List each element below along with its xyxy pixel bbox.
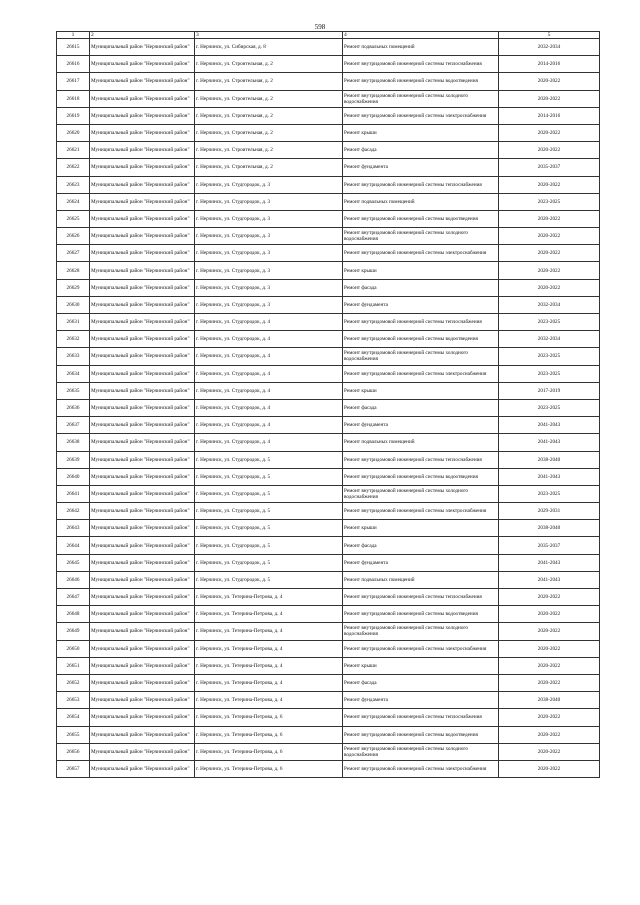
row-number-cell: 26655 bbox=[57, 726, 90, 743]
address-cell: г. Нерчинск, ул. Строительная, д. 2 bbox=[195, 159, 343, 176]
row-number-cell: 26626 bbox=[57, 228, 90, 245]
municipality-cell: Муниципальный район "Нерчинский район" bbox=[90, 451, 195, 468]
municipality-cell: Муниципальный район "Нерчинский район" bbox=[90, 485, 195, 502]
table-row bbox=[57, 434, 600, 451]
row-number-cell: 26633 bbox=[57, 348, 90, 365]
row-number-cell: 26627 bbox=[57, 245, 90, 262]
municipality-cell: Муниципальный район "Нерчинский район" bbox=[90, 726, 195, 743]
row-number-cell: 26619 bbox=[57, 107, 90, 124]
work-type-cell: Ремонт внутридомовой инженерной системы водоотведения bbox=[343, 726, 499, 743]
table-row bbox=[57, 485, 600, 502]
period-cell: 2020-2022 bbox=[499, 142, 600, 159]
table-row bbox=[57, 124, 600, 141]
municipality-cell: Муниципальный район "Нерчинский район" bbox=[90, 90, 195, 107]
period-cell: 2020-2022 bbox=[499, 640, 600, 657]
work-type-cell: Ремонт внутридомовой инженерной системы водоотведения bbox=[343, 468, 499, 485]
municipality-cell: Муниципальный район "Нерчинский район" bbox=[90, 39, 195, 56]
table-row bbox=[57, 537, 600, 554]
period-cell: 2020-2022 bbox=[499, 245, 600, 262]
period-cell: 2041-2043 bbox=[499, 571, 600, 588]
address-cell: г. Нерчинск, ул. Студгородок, д. 3 bbox=[195, 228, 343, 245]
period-cell: 2020-2022 bbox=[499, 760, 600, 777]
work-type-cell: Ремонт внутридомовой инженерной системы теплоснабжения bbox=[343, 56, 499, 73]
municipality-cell: Муниципальный район "Нерчинский район" bbox=[90, 606, 195, 623]
period-cell: 2023-2025 bbox=[499, 365, 600, 382]
address-cell: г. Нерчинск, ул. Студгородок, д. 3 bbox=[195, 245, 343, 262]
row-number-cell: 26629 bbox=[57, 279, 90, 296]
municipality-cell: Муниципальный район "Нерчинский район" bbox=[90, 692, 195, 709]
period-cell: 2020-2022 bbox=[499, 279, 600, 296]
address-cell: г. Нерчинск, ул. Тетерина-Петрова, д. 4 bbox=[195, 589, 343, 606]
period-cell: 2023-2025 bbox=[499, 314, 600, 331]
address-cell: г. Нерчинск, ул. Тетерина-Петрова, д. 6 bbox=[195, 760, 343, 777]
table-row bbox=[57, 39, 600, 56]
municipality-cell: Муниципальный район "Нерчинский район" bbox=[90, 314, 195, 331]
address-cell: г. Нерчинск, ул. Тетерина-Петрова, д. 4 bbox=[195, 640, 343, 657]
address-cell: г. Нерчинск, ул. Студгородок, д. 5 bbox=[195, 485, 343, 502]
table-row bbox=[57, 176, 600, 193]
address-cell: г. Нерчинск, ул. Строительная, д. 2 bbox=[195, 56, 343, 73]
row-number-cell: 26622 bbox=[57, 159, 90, 176]
work-type-cell: Ремонт внутридомовой инженерной системы теплоснабжения bbox=[343, 314, 499, 331]
column-header-1: 1 bbox=[57, 32, 90, 39]
municipality-cell: Муниципальный район "Нерчинский район" bbox=[90, 640, 195, 657]
period-cell: 2023-2025 bbox=[499, 348, 600, 365]
work-type-cell: Ремонт крыши bbox=[343, 262, 499, 279]
municipality-cell: Муниципальный район "Нерчинский район" bbox=[90, 210, 195, 227]
period-cell: 2020-2022 bbox=[499, 228, 600, 245]
column-header-4: 4 bbox=[343, 32, 499, 39]
address-cell: г. Нерчинск, ул. Строительная, д. 2 bbox=[195, 124, 343, 141]
period-cell: 2017-2019 bbox=[499, 382, 600, 399]
table-row bbox=[57, 451, 600, 468]
municipality-cell: Муниципальный район "Нерчинский район" bbox=[90, 623, 195, 640]
period-cell: 2035-2037 bbox=[499, 537, 600, 554]
period-cell: 2020-2022 bbox=[499, 90, 600, 107]
work-type-cell: Ремонт внутридомовой инженерной системы водоотведения bbox=[343, 606, 499, 623]
work-type-cell: Ремонт внутридомовой инженерной системы холодного водоснабжения bbox=[343, 485, 499, 502]
municipality-cell: Муниципальный район "Нерчинский район" bbox=[90, 331, 195, 348]
work-type-cell: Ремонт фасада bbox=[343, 142, 499, 159]
table-row bbox=[57, 296, 600, 313]
address-cell: г. Нерчинск, ул. Студгородок, д. 4 bbox=[195, 365, 343, 382]
address-cell: г. Нерчинск, ул. Строительная, д. 2 bbox=[195, 142, 343, 159]
work-type-cell: Ремонт крыши bbox=[343, 657, 499, 674]
row-number-cell: 26635 bbox=[57, 382, 90, 399]
table-row bbox=[57, 279, 600, 296]
column-header-3: 3 bbox=[195, 32, 343, 39]
row-number-cell: 26623 bbox=[57, 176, 90, 193]
work-type-cell: Ремонт внутридомовой инженерной системы теплоснабжения bbox=[343, 451, 499, 468]
work-type-cell: Ремонт внутридомовой инженерной системы теплоснабжения bbox=[343, 709, 499, 726]
row-number-cell: 26656 bbox=[57, 743, 90, 760]
table-body bbox=[57, 39, 600, 778]
municipality-cell: Муниципальный район "Нерчинский район" bbox=[90, 743, 195, 760]
work-type-cell: Ремонт крыши bbox=[343, 382, 499, 399]
row-number-cell: 26636 bbox=[57, 399, 90, 416]
work-type-cell: Ремонт фундамента bbox=[343, 692, 499, 709]
table-row bbox=[57, 571, 600, 588]
table-row bbox=[57, 468, 600, 485]
page-number: 598 bbox=[314, 23, 326, 31]
address-cell: г. Нерчинск, ул. Студгородок, д. 5 bbox=[195, 554, 343, 571]
row-number-cell: 26645 bbox=[57, 554, 90, 571]
row-number-cell: 26631 bbox=[57, 314, 90, 331]
row-number-cell: 26624 bbox=[57, 193, 90, 210]
table-row bbox=[57, 73, 600, 90]
table-row bbox=[57, 640, 600, 657]
row-number-cell: 26637 bbox=[57, 417, 90, 434]
table-row bbox=[57, 692, 600, 709]
address-cell: г. Нерчинск, ул. Студгородок, д. 3 bbox=[195, 262, 343, 279]
period-cell: 2032-2034 bbox=[499, 39, 600, 56]
municipality-cell: Муниципальный район "Нерчинский район" bbox=[90, 760, 195, 777]
period-cell: 2041-2043 bbox=[499, 554, 600, 571]
municipality-cell: Муниципальный район "Нерчинский район" bbox=[90, 399, 195, 416]
address-cell: г. Нерчинск, ул. Студгородок, д. 4 bbox=[195, 417, 343, 434]
period-cell: 2014-2016 bbox=[499, 56, 600, 73]
address-cell: г. Нерчинск, ул. Тетерина-Петрова, д. 4 bbox=[195, 692, 343, 709]
period-cell: 2020-2022 bbox=[499, 674, 600, 691]
period-cell: 2041-2043 bbox=[499, 468, 600, 485]
table-row bbox=[57, 228, 600, 245]
table-row bbox=[57, 726, 600, 743]
period-cell: 2020-2022 bbox=[499, 124, 600, 141]
row-number-cell: 26650 bbox=[57, 640, 90, 657]
row-number-cell: 26638 bbox=[57, 434, 90, 451]
address-cell: г. Нерчинск, ул. Студгородок, д. 5 bbox=[195, 468, 343, 485]
table-row bbox=[57, 382, 600, 399]
municipality-cell: Муниципальный район "Нерчинский район" bbox=[90, 142, 195, 159]
municipality-cell: Муниципальный район "Нерчинский район" bbox=[90, 124, 195, 141]
address-cell: г. Нерчинск, ул. Тетерина-Петрова, д. 6 bbox=[195, 709, 343, 726]
table-row bbox=[57, 210, 600, 227]
period-cell: 2020-2022 bbox=[499, 623, 600, 640]
address-cell: г. Нерчинск, ул. Строительная, д. 2 bbox=[195, 90, 343, 107]
municipality-cell: Муниципальный район "Нерчинский район" bbox=[90, 382, 195, 399]
table-row bbox=[57, 760, 600, 777]
address-cell: г. Нерчинск, ул. Студгородок, д. 5 bbox=[195, 503, 343, 520]
address-cell: г. Нерчинск, ул. Сибирская, д. 8 bbox=[195, 39, 343, 56]
address-cell: г. Нерчинск, ул. Студгородок, д. 3 bbox=[195, 279, 343, 296]
address-cell: г. Нерчинск, ул. Тетерина-Петрова, д. 4 bbox=[195, 674, 343, 691]
municipality-cell: Муниципальный район "Нерчинский район" bbox=[90, 107, 195, 124]
address-cell: г. Нерчинск, ул. Строительная, д. 2 bbox=[195, 107, 343, 124]
municipality-cell: Муниципальный район "Нерчинский район" bbox=[90, 434, 195, 451]
work-type-cell: Ремонт фасада bbox=[343, 674, 499, 691]
work-type-cell: Ремонт внутридомовой инженерной системы электроснабжения bbox=[343, 503, 499, 520]
row-number-cell: 26628 bbox=[57, 262, 90, 279]
work-type-cell: Ремонт внутридомовой инженерной системы электроснабжения bbox=[343, 640, 499, 657]
row-number-cell: 26646 bbox=[57, 571, 90, 588]
municipality-cell: Муниципальный район "Нерчинский район" bbox=[90, 193, 195, 210]
period-cell: 2020-2022 bbox=[499, 176, 600, 193]
work-type-cell: Ремонт подвальных помещений bbox=[343, 193, 499, 210]
work-type-cell: Ремонт подвальных помещений bbox=[343, 39, 499, 56]
row-number-cell: 26641 bbox=[57, 485, 90, 502]
table-row bbox=[57, 159, 600, 176]
period-cell: 2023-2025 bbox=[499, 193, 600, 210]
municipality-cell: Муниципальный район "Нерчинский район" bbox=[90, 709, 195, 726]
address-cell: г. Нерчинск, ул. Студгородок, д. 4 bbox=[195, 399, 343, 416]
period-cell: 2038-2040 bbox=[499, 520, 600, 537]
municipality-cell: Муниципальный район "Нерчинский район" bbox=[90, 159, 195, 176]
work-type-cell: Ремонт внутридомовой инженерной системы холодного водоснабжения bbox=[343, 90, 499, 107]
municipality-cell: Муниципальный район "Нерчинский район" bbox=[90, 245, 195, 262]
work-type-cell: Ремонт крыши bbox=[343, 124, 499, 141]
work-type-cell: Ремонт фундамента bbox=[343, 159, 499, 176]
municipality-cell: Муниципальный район "Нерчинский район" bbox=[90, 537, 195, 554]
table-row bbox=[57, 331, 600, 348]
row-number-cell: 26654 bbox=[57, 709, 90, 726]
table-row bbox=[57, 554, 600, 571]
municipality-cell: Муниципальный район "Нерчинский район" bbox=[90, 657, 195, 674]
row-number-cell: 26620 bbox=[57, 124, 90, 141]
municipality-cell: Муниципальный район "Нерчинский район" bbox=[90, 589, 195, 606]
row-number-cell: 26657 bbox=[57, 760, 90, 777]
address-cell: г. Нерчинск, ул. Студгородок, д. 4 bbox=[195, 314, 343, 331]
period-cell: 2020-2022 bbox=[499, 743, 600, 760]
work-type-cell: Ремонт крыши bbox=[343, 520, 499, 537]
work-type-cell: Ремонт внутридомовой инженерной системы водоотведения bbox=[343, 210, 499, 227]
table-row bbox=[57, 193, 600, 210]
address-cell: г. Нерчинск, ул. Тетерина-Петрова, д. 4 bbox=[195, 606, 343, 623]
row-number-cell: 26640 bbox=[57, 468, 90, 485]
municipality-cell: Муниципальный район "Нерчинский район" bbox=[90, 365, 195, 382]
work-type-cell: Ремонт внутридомовой инженерной системы холодного водоснабжения bbox=[343, 743, 499, 760]
period-cell: 2038-2040 bbox=[499, 451, 600, 468]
municipality-cell: Муниципальный район "Нерчинский район" bbox=[90, 554, 195, 571]
address-cell: г. Нерчинск, ул. Тетерина-Петрова, д. 4 bbox=[195, 623, 343, 640]
period-cell: 2020-2022 bbox=[499, 657, 600, 674]
work-type-cell: Ремонт внутридомовой инженерной системы холодного водоснабжения bbox=[343, 228, 499, 245]
municipality-cell: Муниципальный район "Нерчинский район" bbox=[90, 228, 195, 245]
row-number-cell: 26615 bbox=[57, 39, 90, 56]
municipality-cell: Муниципальный район "Нерчинский район" bbox=[90, 571, 195, 588]
row-number-cell: 26643 bbox=[57, 520, 90, 537]
address-cell: г. Нерчинск, ул. Студгородок, д. 4 bbox=[195, 348, 343, 365]
table-header-row bbox=[57, 32, 600, 39]
period-cell: 2020-2022 bbox=[499, 73, 600, 90]
table-row bbox=[57, 657, 600, 674]
address-cell: г. Нерчинск, ул. Тетерина-Петрова, д. 4 bbox=[195, 657, 343, 674]
period-cell: 2041-2043 bbox=[499, 417, 600, 434]
row-number-cell: 26647 bbox=[57, 589, 90, 606]
period-cell: 2020-2022 bbox=[499, 606, 600, 623]
period-cell: 2023-2025 bbox=[499, 399, 600, 416]
period-cell: 2041-2043 bbox=[499, 434, 600, 451]
municipality-cell: Муниципальный район "Нерчинский район" bbox=[90, 296, 195, 313]
address-cell: г. Нерчинск, ул. Тетерина-Петрова, д. 6 bbox=[195, 743, 343, 760]
row-number-cell: 26649 bbox=[57, 623, 90, 640]
work-type-cell: Ремонт внутридомовой инженерной системы теплоснабжения bbox=[343, 589, 499, 606]
address-cell: г. Нерчинск, ул. Студгородок, д. 5 bbox=[195, 451, 343, 468]
address-cell: г. Нерчинск, ул. Тетерина-Петрова, д. 6 bbox=[195, 726, 343, 743]
work-type-cell: Ремонт фундамента bbox=[343, 296, 499, 313]
period-cell: 2014-2016 bbox=[499, 107, 600, 124]
address-cell: г. Нерчинск, ул. Студгородок, д. 3 bbox=[195, 193, 343, 210]
row-number-cell: 26648 bbox=[57, 606, 90, 623]
work-type-cell: Ремонт внутридомовой инженерной системы теплоснабжения bbox=[343, 176, 499, 193]
row-number-cell: 26618 bbox=[57, 90, 90, 107]
work-type-cell: Ремонт внутридомовой инженерной системы электроснабжения bbox=[343, 245, 499, 262]
table-row bbox=[57, 262, 600, 279]
work-type-cell: Ремонт внутридомовой инженерной системы водоотведения bbox=[343, 331, 499, 348]
row-number-cell: 26616 bbox=[57, 56, 90, 73]
table-row bbox=[57, 142, 600, 159]
address-cell: г. Нерчинск, ул. Студгородок, д. 3 bbox=[195, 176, 343, 193]
row-number-cell: 26621 bbox=[57, 142, 90, 159]
period-cell: 2029-2031 bbox=[499, 503, 600, 520]
period-cell: 2023-2025 bbox=[499, 485, 600, 502]
row-number-cell: 26617 bbox=[57, 73, 90, 90]
work-type-cell: Ремонт подвальных помещений bbox=[343, 571, 499, 588]
municipality-cell: Муниципальный район "Нерчинский район" bbox=[90, 503, 195, 520]
work-type-cell: Ремонт внутридомовой инженерной системы холодного водоснабжения bbox=[343, 348, 499, 365]
row-number-cell: 26651 bbox=[57, 657, 90, 674]
address-cell: г. Нерчинск, ул. Студгородок, д. 3 bbox=[195, 210, 343, 227]
period-cell: 2035-2037 bbox=[499, 159, 600, 176]
address-cell: г. Нерчинск, ул. Студгородок, д. 4 bbox=[195, 434, 343, 451]
municipality-cell: Муниципальный район "Нерчинский район" bbox=[90, 56, 195, 73]
address-cell: г. Нерчинск, ул. Студгородок, д. 4 bbox=[195, 382, 343, 399]
work-type-cell: Ремонт фасада bbox=[343, 537, 499, 554]
table-row bbox=[57, 417, 600, 434]
table-row bbox=[57, 503, 600, 520]
municipality-cell: Муниципальный район "Нерчинский район" bbox=[90, 73, 195, 90]
work-type-cell: Ремонт внутридомовой инженерной системы водоотведения bbox=[343, 73, 499, 90]
capital-repair-table bbox=[56, 31, 600, 778]
row-number-cell: 26642 bbox=[57, 503, 90, 520]
work-type-cell: Ремонт подвальных помещений bbox=[343, 434, 499, 451]
period-cell: 2032-2034 bbox=[499, 331, 600, 348]
municipality-cell: Муниципальный район "Нерчинский район" bbox=[90, 348, 195, 365]
row-number-cell: 26632 bbox=[57, 331, 90, 348]
table-row bbox=[57, 709, 600, 726]
work-type-cell: Ремонт фасада bbox=[343, 399, 499, 416]
period-cell: 2020-2022 bbox=[499, 709, 600, 726]
table-row bbox=[57, 348, 600, 365]
column-header-5: 5 bbox=[499, 32, 600, 39]
address-cell: г. Нерчинск, ул. Студгородок, д. 5 bbox=[195, 571, 343, 588]
table-row bbox=[57, 245, 600, 262]
table-row bbox=[57, 107, 600, 124]
table-row bbox=[57, 365, 600, 382]
work-type-cell: Ремонт внутридомовой инженерной системы электроснабжения bbox=[343, 760, 499, 777]
address-cell: г. Нерчинск, ул. Студгородок, д. 3 bbox=[195, 296, 343, 313]
municipality-cell: Муниципальный район "Нерчинский район" bbox=[90, 279, 195, 296]
table-row bbox=[57, 314, 600, 331]
address-cell: г. Нерчинск, ул. Студгородок, д. 5 bbox=[195, 537, 343, 554]
row-number-cell: 26652 bbox=[57, 674, 90, 691]
row-number-cell: 26653 bbox=[57, 692, 90, 709]
work-type-cell: Ремонт внутридомовой инженерной системы электроснабжения bbox=[343, 365, 499, 382]
table-row bbox=[57, 623, 600, 640]
table-row bbox=[57, 399, 600, 416]
address-cell: г. Нерчинск, ул. Студгородок, д. 4 bbox=[195, 331, 343, 348]
table-row bbox=[57, 90, 600, 107]
column-header-2: 2 bbox=[90, 32, 195, 39]
row-number-cell: 26625 bbox=[57, 210, 90, 227]
work-type-cell: Ремонт фундамента bbox=[343, 417, 499, 434]
period-cell: 2020-2022 bbox=[499, 262, 600, 279]
row-number-cell: 26644 bbox=[57, 537, 90, 554]
period-cell: 2038-2040 bbox=[499, 692, 600, 709]
municipality-cell: Муниципальный район "Нерчинский район" bbox=[90, 262, 195, 279]
period-cell: 2020-2022 bbox=[499, 589, 600, 606]
municipality-cell: Муниципальный район "Нерчинский район" bbox=[90, 520, 195, 537]
table-row bbox=[57, 743, 600, 760]
row-number-cell: 26630 bbox=[57, 296, 90, 313]
table-row bbox=[57, 520, 600, 537]
work-type-cell: Ремонт фасада bbox=[343, 279, 499, 296]
address-cell: г. Нерчинск, ул. Студгородок, д. 5 bbox=[195, 520, 343, 537]
work-type-cell: Ремонт фундамента bbox=[343, 554, 499, 571]
municipality-cell: Муниципальный район "Нерчинский район" bbox=[90, 176, 195, 193]
period-cell: 2020-2022 bbox=[499, 726, 600, 743]
work-type-cell: Ремонт внутридомовой инженерной системы электроснабжения bbox=[343, 107, 499, 124]
address-cell: г. Нерчинск, ул. Строительная, д. 2 bbox=[195, 73, 343, 90]
work-type-cell: Ремонт внутридомовой инженерной системы холодного водоснабжения bbox=[343, 623, 499, 640]
municipality-cell: Муниципальный район "Нерчинский район" bbox=[90, 674, 195, 691]
table-row bbox=[57, 674, 600, 691]
period-cell: 2020-2022 bbox=[499, 210, 600, 227]
table-row bbox=[57, 56, 600, 73]
table-row bbox=[57, 606, 600, 623]
municipality-cell: Муниципальный район "Нерчинский район" bbox=[90, 468, 195, 485]
row-number-cell: 26639 bbox=[57, 451, 90, 468]
table-row bbox=[57, 589, 600, 606]
period-cell: 2032-2034 bbox=[499, 296, 600, 313]
municipality-cell: Муниципальный район "Нерчинский район" bbox=[90, 417, 195, 434]
row-number-cell: 26634 bbox=[57, 365, 90, 382]
